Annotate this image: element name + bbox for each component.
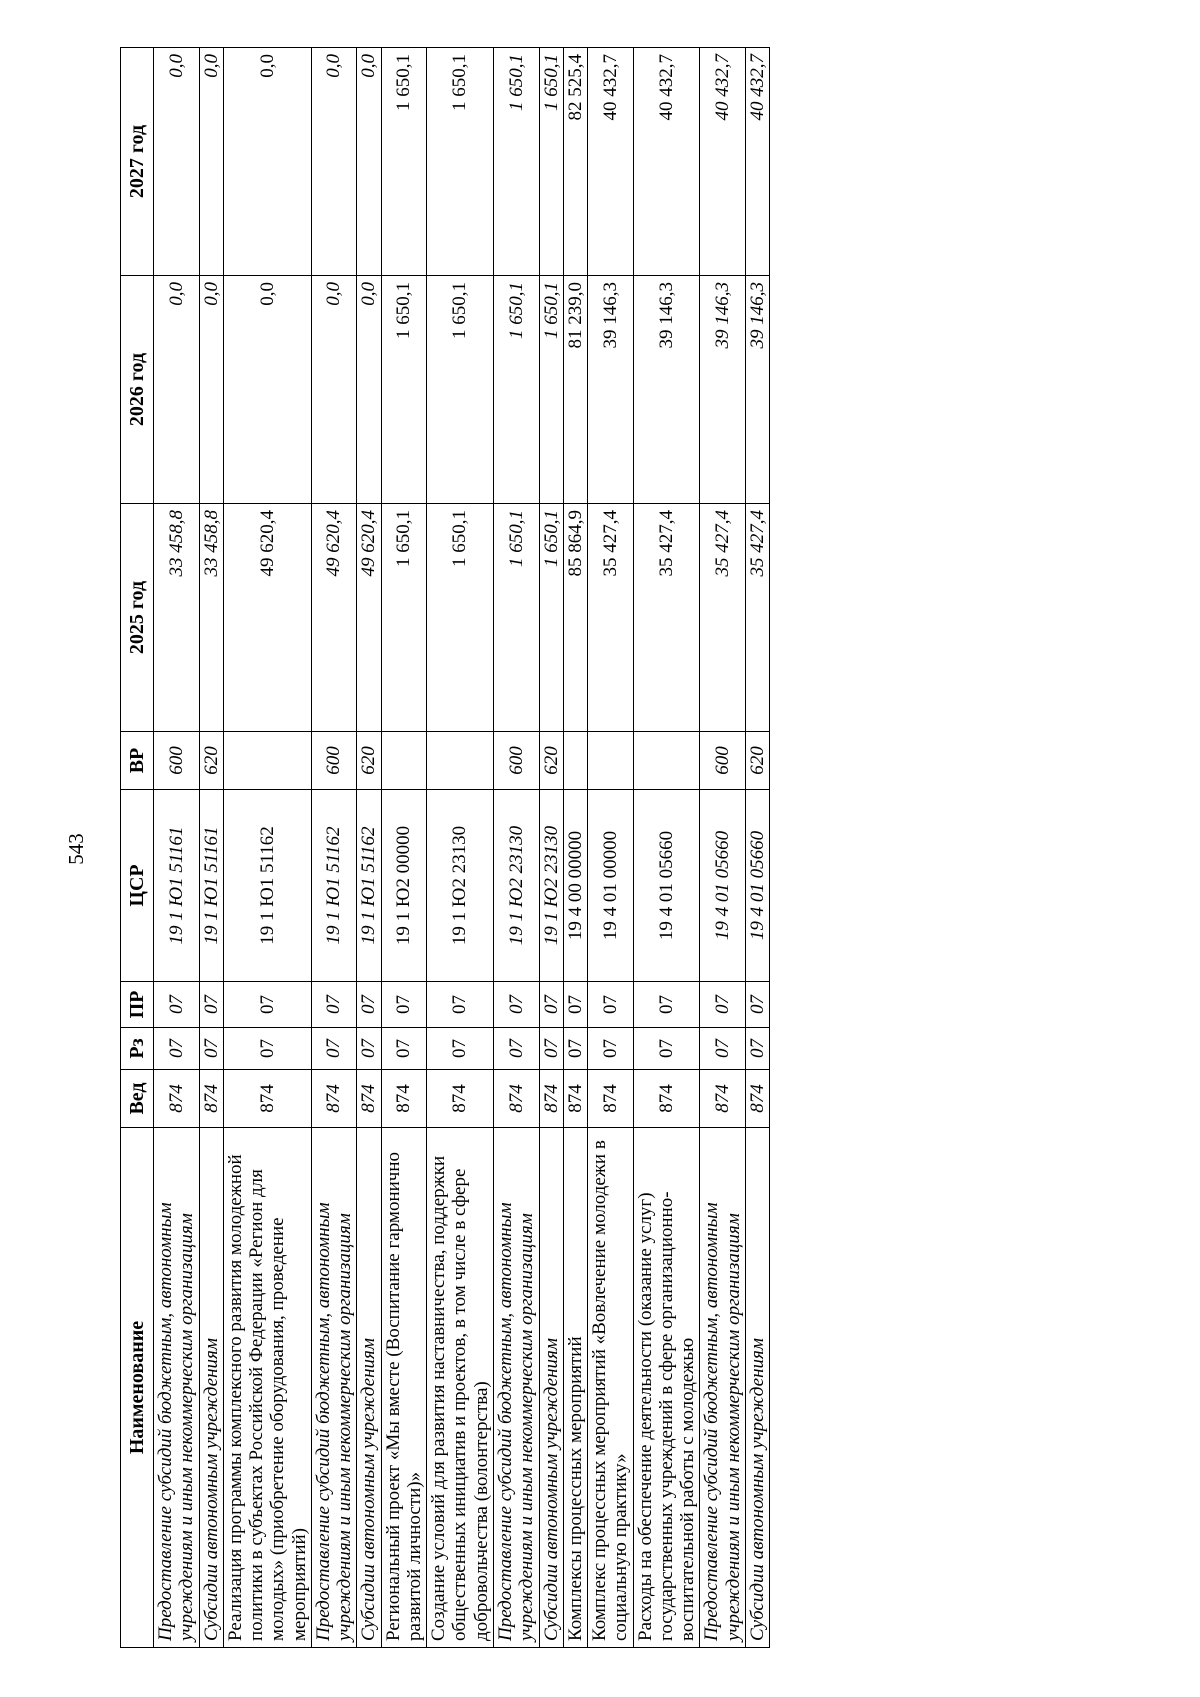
cell-2025: 1 650,1 <box>539 504 563 732</box>
header-name: Наименование <box>121 1128 154 1648</box>
cell-vr: 620 <box>199 732 223 790</box>
cell-csr: 19 1 Ю1 51162 <box>357 790 381 982</box>
cell-vr <box>223 732 311 790</box>
cell-pr: 07 <box>223 982 311 1028</box>
table-row <box>427 48 494 1648</box>
cell-rz: 07 <box>539 1028 563 1070</box>
cell-2027: 0,0 <box>311 48 357 276</box>
cell-csr: 19 1 Ю1 51162 <box>223 790 311 982</box>
cell-vr: 600 <box>700 732 746 790</box>
cell-pr: 07 <box>745 982 769 1028</box>
cell-name: Субсидии автономным учреждениям <box>357 1128 381 1648</box>
table-row <box>199 48 223 1648</box>
cell-name: Комплекс процессных мероприятий «Вовлечение молодежи в социальную практику» <box>588 1128 634 1648</box>
cell-rz: 07 <box>357 1028 381 1070</box>
cell-2026: 39 146,3 <box>745 276 769 504</box>
cell-name: Предоставление субсидий бюджетным, автономным учреждениям и иным некоммерческим организациям <box>700 1128 746 1648</box>
cell-ved: 874 <box>745 1070 769 1128</box>
cell-2026: 0,0 <box>199 276 223 504</box>
cell-pr: 07 <box>539 982 563 1028</box>
cell-2025: 35 427,4 <box>588 504 634 732</box>
rotated-page-content <box>120 48 1080 1648</box>
cell-name: Субсидии автономным учреждениям <box>539 1128 563 1648</box>
header-2027: 2027 год <box>121 48 154 276</box>
cell-ved: 874 <box>357 1070 381 1128</box>
cell-csr: 19 4 01 05660 <box>633 790 700 982</box>
cell-vr: 600 <box>154 732 200 790</box>
table-body <box>154 48 770 1648</box>
cell-name: Региональный проект «Мы вместе (Воспитание гармонично развитой личности)» <box>381 1128 427 1648</box>
cell-pr: 07 <box>588 982 634 1028</box>
cell-name: Субсидии автономным учреждениям <box>745 1128 769 1648</box>
cell-rz: 07 <box>381 1028 427 1070</box>
cell-2026: 39 146,3 <box>700 276 746 504</box>
cell-ved: 874 <box>493 1070 539 1128</box>
cell-ved: 874 <box>539 1070 563 1128</box>
table-row <box>381 48 427 1648</box>
cell-ved: 874 <box>311 1070 357 1128</box>
cell-2026: 0,0 <box>357 276 381 504</box>
cell-ved: 874 <box>427 1070 494 1128</box>
cell-name: Субсидии автономным учреждениям <box>199 1128 223 1648</box>
cell-vr <box>427 732 494 790</box>
cell-vr <box>563 732 587 790</box>
cell-rz: 07 <box>223 1028 311 1070</box>
cell-2027: 40 432,7 <box>633 48 700 276</box>
cell-2027: 40 432,7 <box>745 48 769 276</box>
header-rz: Рз <box>121 1028 154 1070</box>
cell-csr: 19 1 Ю2 23130 <box>427 790 494 982</box>
cell-rz: 07 <box>563 1028 587 1070</box>
table-row <box>154 48 200 1648</box>
cell-csr: 19 1 Ю1 51161 <box>154 790 200 982</box>
cell-vr <box>381 732 427 790</box>
cell-2027: 1 650,1 <box>539 48 563 276</box>
header-2025: 2025 год <box>121 504 154 732</box>
cell-ved: 874 <box>154 1070 200 1128</box>
cell-rz: 07 <box>745 1028 769 1070</box>
cell-vr: 620 <box>745 732 769 790</box>
cell-name: Создание условий для развития наставничества, поддержки общественных инициатив и проектов, в том числе в сфере добровольчества (волонтерства) <box>427 1128 494 1648</box>
cell-csr: 19 1 Ю2 23130 <box>493 790 539 982</box>
header-vr: ВР <box>121 732 154 790</box>
cell-pr: 07 <box>493 982 539 1028</box>
cell-csr: 19 4 01 00000 <box>588 790 634 982</box>
cell-pr: 07 <box>633 982 700 1028</box>
cell-vr: 600 <box>493 732 539 790</box>
cell-pr: 07 <box>427 982 494 1028</box>
cell-vr: 620 <box>539 732 563 790</box>
table-row <box>357 48 381 1648</box>
table-row <box>493 48 539 1648</box>
cell-2025: 49 620,4 <box>311 504 357 732</box>
cell-2027: 0,0 <box>223 48 311 276</box>
table-row <box>223 48 311 1648</box>
cell-rz: 07 <box>154 1028 200 1070</box>
cell-2025: 33 458,8 <box>199 504 223 732</box>
cell-2025: 1 650,1 <box>493 504 539 732</box>
cell-pr: 07 <box>700 982 746 1028</box>
cell-vr: 620 <box>357 732 381 790</box>
cell-ved: 874 <box>588 1070 634 1128</box>
table-row <box>745 48 769 1648</box>
cell-ved: 874 <box>563 1070 587 1128</box>
cell-name: Расходы на обеспечение деятельности (оказание услуг) государственных учреждений в сфере организационно-воспитательной работы с молодежью <box>633 1128 700 1648</box>
cell-csr: 19 4 01 05660 <box>745 790 769 982</box>
cell-rz: 07 <box>588 1028 634 1070</box>
cell-ved: 874 <box>700 1070 746 1128</box>
cell-vr: 600 <box>311 732 357 790</box>
cell-pr: 07 <box>154 982 200 1028</box>
cell-2025: 85 864,9 <box>563 504 587 732</box>
cell-name: Реализация программы комплексного развития молодежной политики в субъектах Российской Федерации «Регион для молодых» (приобретение оборудования, проведение мероприятий) <box>223 1128 311 1648</box>
cell-2027: 0,0 <box>199 48 223 276</box>
cell-ved: 874 <box>381 1070 427 1128</box>
cell-pr: 07 <box>381 982 427 1028</box>
table-row <box>700 48 746 1648</box>
cell-2025: 1 650,1 <box>427 504 494 732</box>
cell-name: Предоставление субсидий бюджетным, автономным учреждениям и иным некоммерческим организациям <box>493 1128 539 1648</box>
cell-2027: 82 525,4 <box>563 48 587 276</box>
table-header-row <box>121 48 154 1648</box>
cell-rz: 07 <box>493 1028 539 1070</box>
cell-name: Предоставление субсидий бюджетным, автономным учреждениям и иным некоммерческим организациям <box>154 1128 200 1648</box>
cell-pr: 07 <box>563 982 587 1028</box>
cell-2027: 1 650,1 <box>381 48 427 276</box>
cell-2026: 1 650,1 <box>427 276 494 504</box>
header-csr: ЦСР <box>121 790 154 982</box>
cell-2026: 1 650,1 <box>381 276 427 504</box>
cell-rz: 07 <box>427 1028 494 1070</box>
cell-csr: 19 1 Ю2 00000 <box>381 790 427 982</box>
cell-2027: 1 650,1 <box>493 48 539 276</box>
cell-rz: 07 <box>199 1028 223 1070</box>
cell-name: Предоставление субсидий бюджетным, автономным учреждениям и иным некоммерческим организациям <box>311 1128 357 1648</box>
table-row <box>633 48 700 1648</box>
cell-name: Комплексы процессных мероприятий <box>563 1128 587 1648</box>
cell-2026: 0,0 <box>154 276 200 504</box>
cell-2027: 0,0 <box>357 48 381 276</box>
header-2026: 2026 год <box>121 276 154 504</box>
cell-ved: 874 <box>199 1070 223 1128</box>
budget-table <box>120 47 770 1648</box>
page-number: 543 <box>64 833 88 865</box>
cell-rz: 07 <box>700 1028 746 1070</box>
cell-2025: 35 427,4 <box>745 504 769 732</box>
cell-2026: 0,0 <box>223 276 311 504</box>
cell-csr: 19 1 Ю2 23130 <box>539 790 563 982</box>
cell-vr <box>633 732 700 790</box>
table-row <box>311 48 357 1648</box>
cell-pr: 07 <box>311 982 357 1028</box>
cell-2026: 1 650,1 <box>493 276 539 504</box>
cell-2027: 40 432,7 <box>700 48 746 276</box>
cell-pr: 07 <box>357 982 381 1028</box>
cell-ved: 874 <box>223 1070 311 1128</box>
cell-pr: 07 <box>199 982 223 1028</box>
cell-2025: 1 650,1 <box>381 504 427 732</box>
cell-2026: 1 650,1 <box>539 276 563 504</box>
cell-2027: 0,0 <box>154 48 200 276</box>
cell-csr: 19 4 00 00000 <box>563 790 587 982</box>
cell-ved: 874 <box>633 1070 700 1128</box>
cell-csr: 19 1 Ю1 51162 <box>311 790 357 982</box>
cell-2025: 35 427,4 <box>633 504 700 732</box>
cell-2026: 0,0 <box>311 276 357 504</box>
header-pr: ПР <box>121 982 154 1028</box>
cell-2027: 1 650,1 <box>427 48 494 276</box>
table-row <box>539 48 563 1648</box>
table-row <box>588 48 634 1648</box>
header-ved: Вед <box>121 1070 154 1128</box>
cell-2025: 49 620,4 <box>357 504 381 732</box>
cell-2025: 33 458,8 <box>154 504 200 732</box>
table-row <box>563 48 587 1648</box>
cell-vr <box>588 732 634 790</box>
cell-2027: 40 432,7 <box>588 48 634 276</box>
cell-2026: 39 146,3 <box>588 276 634 504</box>
cell-csr: 19 4 01 05660 <box>700 790 746 982</box>
cell-rz: 07 <box>311 1028 357 1070</box>
cell-rz: 07 <box>633 1028 700 1070</box>
cell-2026: 81 239,0 <box>563 276 587 504</box>
cell-2026: 39 146,3 <box>633 276 700 504</box>
cell-2025: 35 427,4 <box>700 504 746 732</box>
cell-csr: 19 1 Ю1 51161 <box>199 790 223 982</box>
cell-2025: 49 620,4 <box>223 504 311 732</box>
